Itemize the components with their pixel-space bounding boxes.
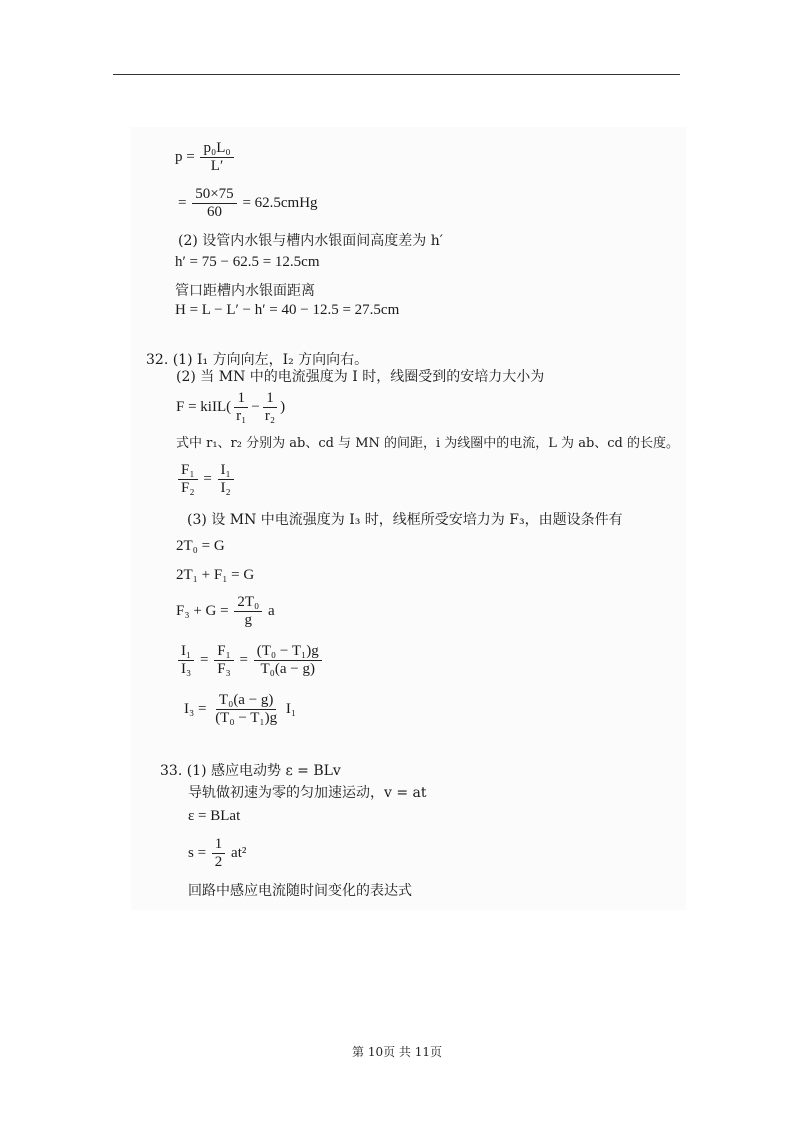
Iratio-num1: I₁: [178, 643, 194, 661]
F-num2: 1: [263, 390, 277, 408]
p2-denominator: 60: [206, 204, 222, 220]
Iratio-eq1: =: [199, 651, 209, 668]
eq-F3: [176, 594, 275, 629]
h-prime-equation: h′ = 75 − 62.5 = 12.5cm: [175, 254, 320, 270]
formula-ratio: [176, 462, 236, 497]
ratio-eq: =: [203, 470, 212, 487]
ratio-den2: I₂: [220, 480, 231, 496]
q33-last-line: 回路中感应电流随时间变化的表达式: [188, 883, 412, 899]
ratio-den1: F₂: [181, 480, 195, 496]
ratio-num1: F₁: [178, 462, 198, 480]
header-rule: [113, 74, 680, 75]
F-num1: 1: [234, 390, 248, 408]
s-rhs: at²: [231, 844, 247, 861]
p-lhs: p =: [175, 148, 195, 165]
F3-den: g: [244, 612, 253, 628]
Iratio-eq2: =: [239, 651, 248, 668]
formula-F: [176, 390, 285, 425]
p2-numerator: 50×75: [192, 186, 236, 204]
F3-lhs: F₃ + G =: [176, 602, 229, 619]
q33-part2: 导轨做初速为零的匀加速运动，v = at: [188, 785, 427, 801]
s-den: 2: [214, 854, 223, 870]
I3-num: T₀(a − g): [216, 692, 277, 710]
s-lhs: s =: [188, 844, 207, 861]
F-den2: r₂: [264, 408, 276, 424]
q32-part2: (2) 当 MN 中的电流强度为 I 时，线圈受到的安培力大小为: [176, 369, 545, 385]
F-den1: r₁: [236, 408, 247, 424]
eq-2T1: 2T₁ + F₁ = G: [176, 567, 255, 583]
I3-den: (T₀ − T₁)g: [215, 710, 278, 726]
eq-I3: [184, 692, 296, 727]
Iratio-den1: I₃: [181, 661, 192, 677]
q32-explanation: 式中 r₁、r₂ 分别为 ab、cd 与 MN 的间距，i 为线圈中的电流，L 为 ab、cd 的长度。: [176, 436, 680, 451]
eq-2T0: 2T₀ = G: [176, 538, 225, 554]
I3-lhs: I₃ =: [184, 700, 207, 717]
eq-I-ratio: [176, 643, 324, 678]
p2-lhs: =: [178, 194, 187, 211]
q32-part3: (3) 设 MN 中电流强度为 I₃ 时，线框所受安培力为 F₃，由题设条件有: [187, 512, 623, 528]
H-equation: H = L − L′ − h′ = 40 − 12.5 = 27.5cm: [175, 302, 400, 318]
Iratio-den2: F₃: [217, 661, 231, 677]
I3-rhs: I₁: [285, 700, 297, 717]
F-rparen: ): [280, 398, 286, 415]
q32-part1: 32. (1) I₁ 方向向左，I₂ 方向向右。: [146, 352, 369, 368]
p2-rhs: = 62.5cmHg: [242, 194, 318, 211]
q2-statement: (2) 设管内水银与槽内水银面间高度差为 h′: [178, 233, 443, 249]
ratio-num2: I₁: [218, 462, 234, 480]
eq-s: [188, 836, 246, 871]
distance-text: 管口距槽内水银面距离: [175, 283, 315, 299]
formula-p: [175, 140, 236, 175]
F3-num: 2T₀: [234, 594, 262, 612]
Iratio-num2: F₁: [214, 643, 234, 661]
Iratio-num3: (T₀ − T₁)g: [254, 643, 322, 661]
p-numerator: p₀L₀: [200, 140, 233, 158]
F-minus: −: [251, 398, 260, 415]
s-num: 1: [212, 836, 226, 854]
F3-rhs: a: [267, 602, 275, 619]
F-lhs: F = kiIL(: [176, 398, 232, 415]
q33-part1: 33. (1) 感应电动势 ε = BLv: [160, 763, 341, 779]
p-denominator: L′: [210, 158, 224, 174]
Iratio-den3: T₀(a − g): [260, 661, 315, 677]
eq-epsilon: ε = BLat: [188, 808, 241, 824]
formula-p-value: [178, 186, 318, 221]
page-footer: 第 10页 共 11页: [352, 1045, 442, 1059]
